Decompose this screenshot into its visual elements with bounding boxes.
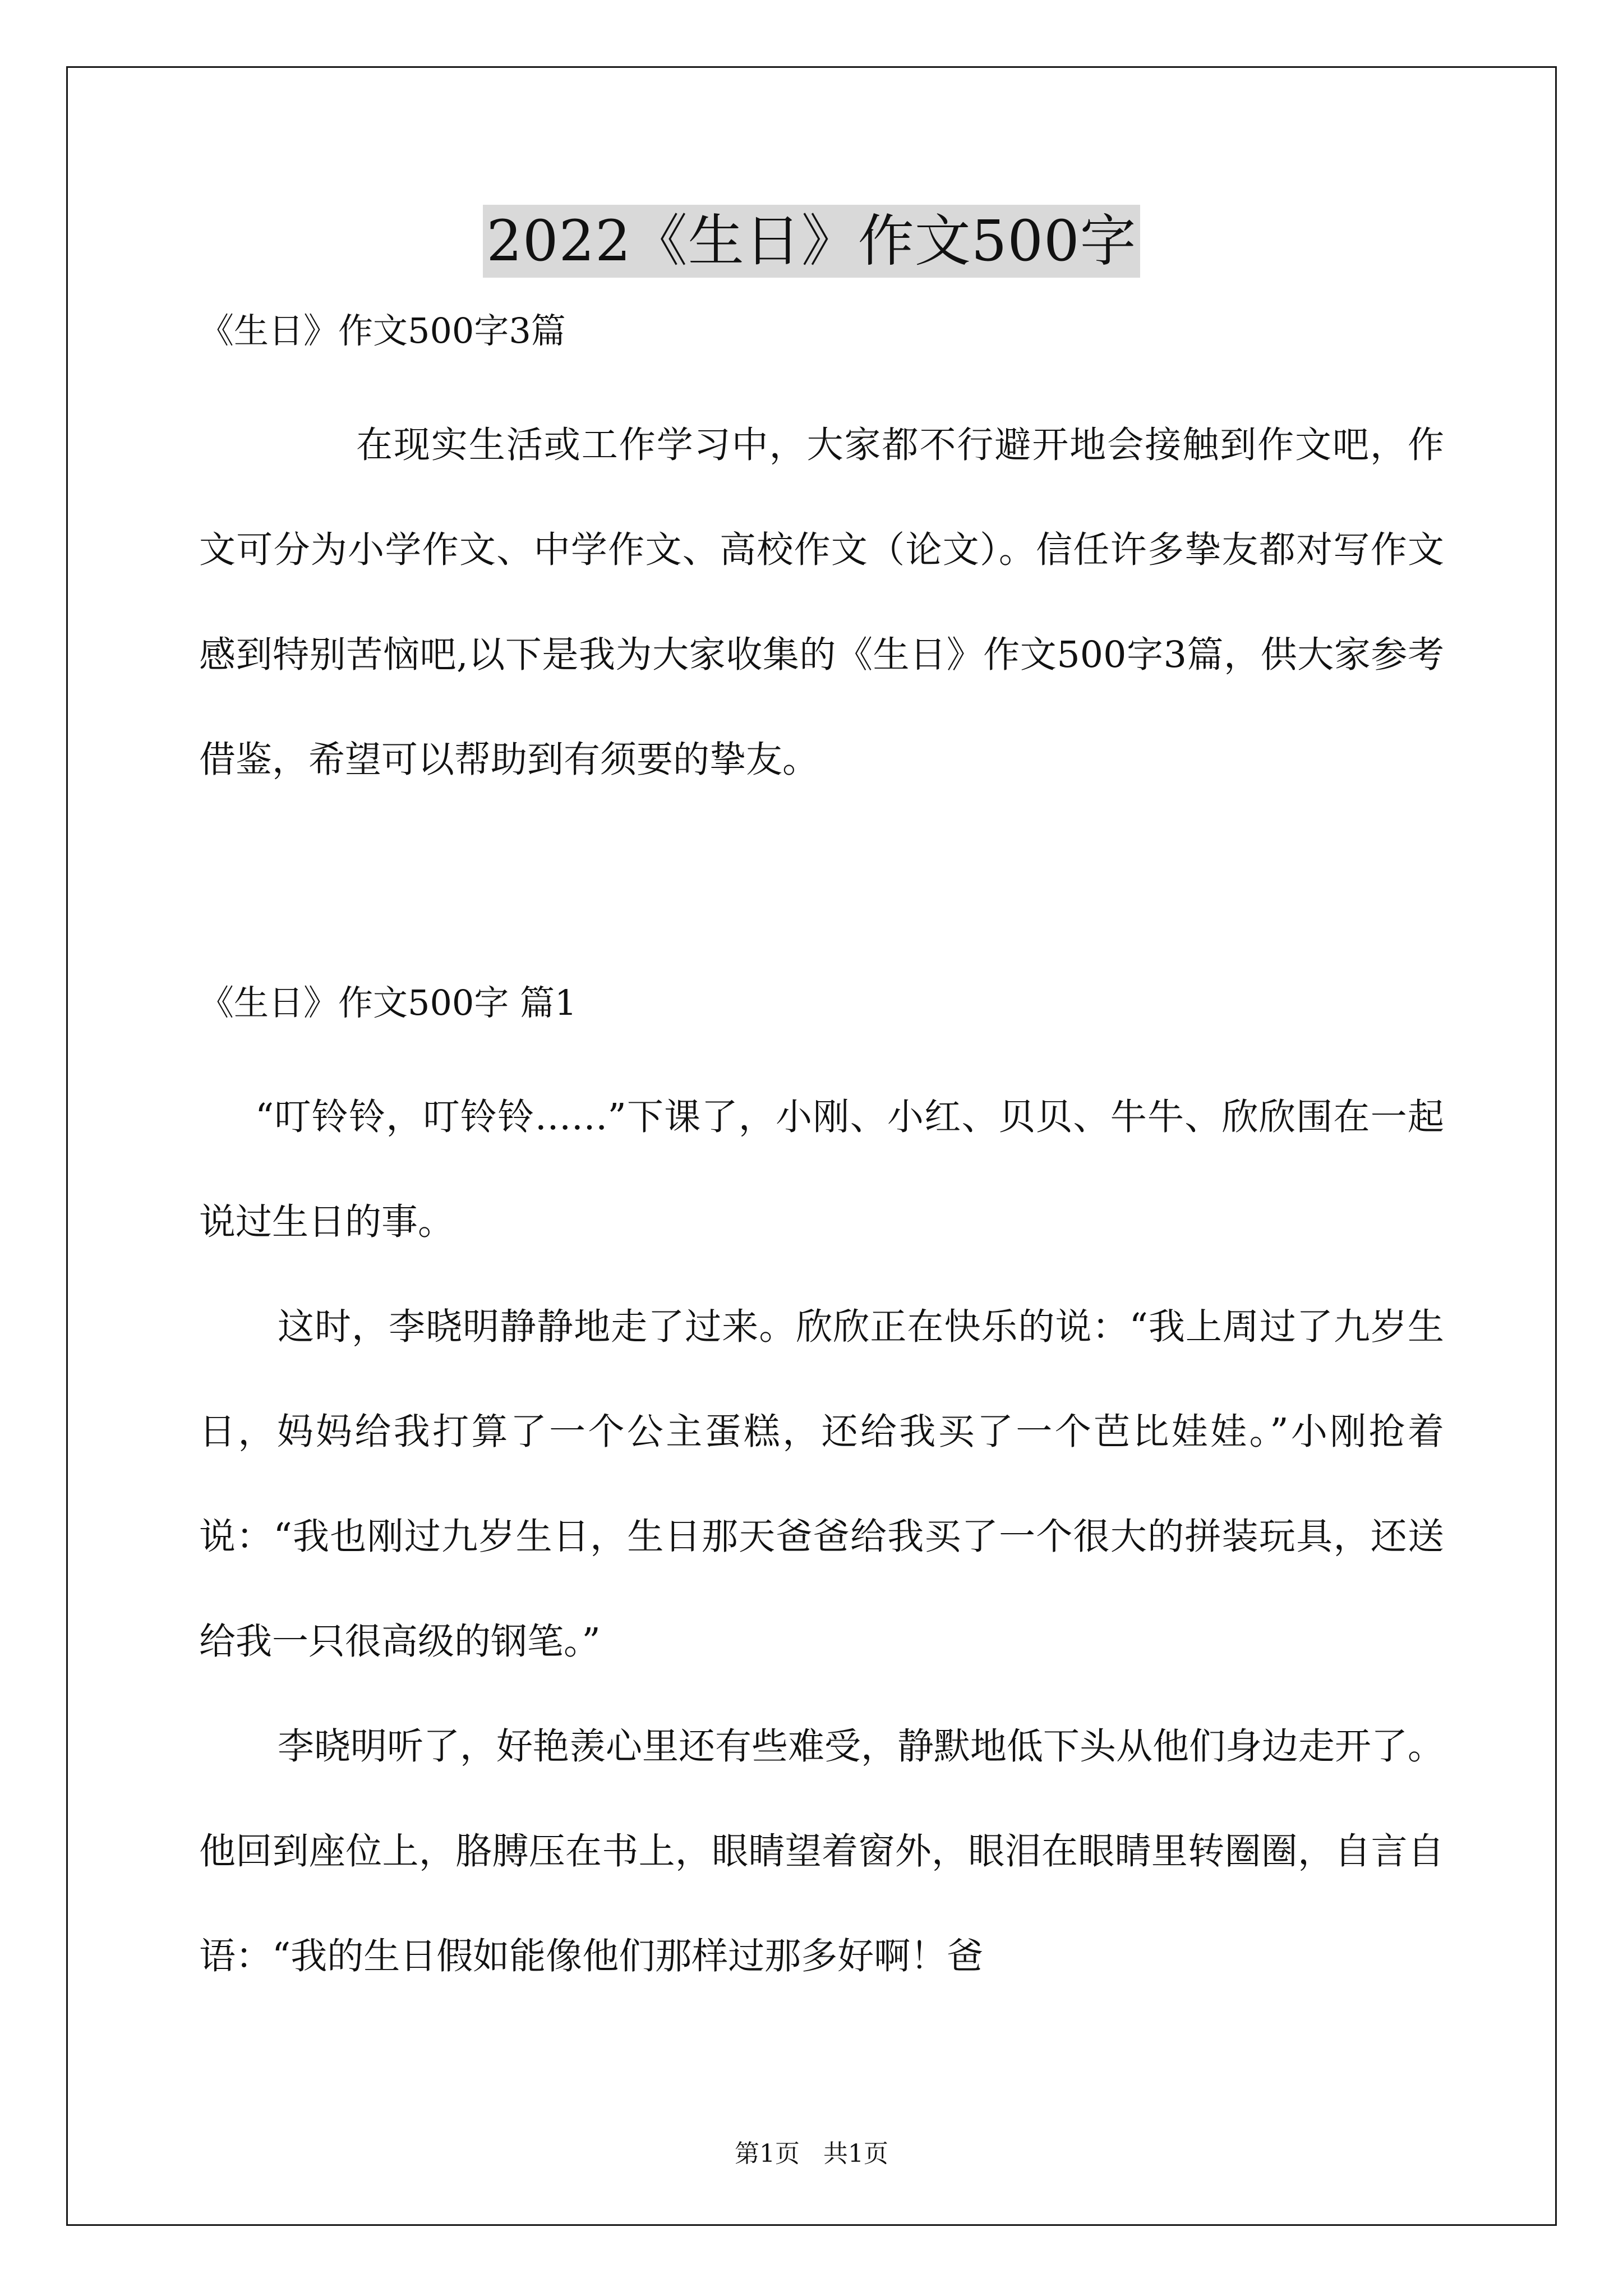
section-heading: 《生日》作文500字 篇1 <box>199 982 577 1023</box>
body-paragraph-3: 李晓明听了，好艳羡心里还有些难受，静默地低下头从他们身边走开了。他回到座位上，胳膊压在书上，眼睛望着窗外，眼泪在眼睛里转圈圈，自言自语：“我的生日假如能像他们那样过那多好啊！爸 <box>199 1726 1445 1977</box>
body-paragraph-2: 这时，李晓明静静地走了过来。欣欣正在快乐的说：“我上周过了九岁生日，妈妈给我打算了一个公主蛋糕，还给我买了一个芭比娃娃。”小刚抢着说：“我也刚过九岁生日，生日那天爸爸给我买了一个很大的拼装玩具，还送给我一只很高级的钢笔。” <box>199 1306 1444 1663</box>
document-title[interactable]: 2022《生日》作文500字 <box>483 205 1140 278</box>
document-body <box>199 309 1444 2009</box>
title-wrapper <box>0 205 1623 278</box>
subtitle: 《生日》作文500字3篇 <box>199 310 566 351</box>
intro-paragraph: 在现实生活或工作学习中，大家都不行避开地会接触到作文吧，作文可分为小学作文、中学作文、高校作文（论文）。信任许多挚友都对写作文感到特别苦恼吧,以下是我为大家收集的《生日》作文500字3篇，供大家参考借鉴，希望可以帮助到有须要的挚友。 <box>199 424 1444 781</box>
body-paragraph-1: “叮铃铃，叮铃铃……”下课了，小刚、小红、贝贝、牛牛、欣欣围在一起说过生日的事。 <box>199 1096 1444 1243</box>
page-footer: 第1页 共1页 <box>735 2139 888 2168</box>
